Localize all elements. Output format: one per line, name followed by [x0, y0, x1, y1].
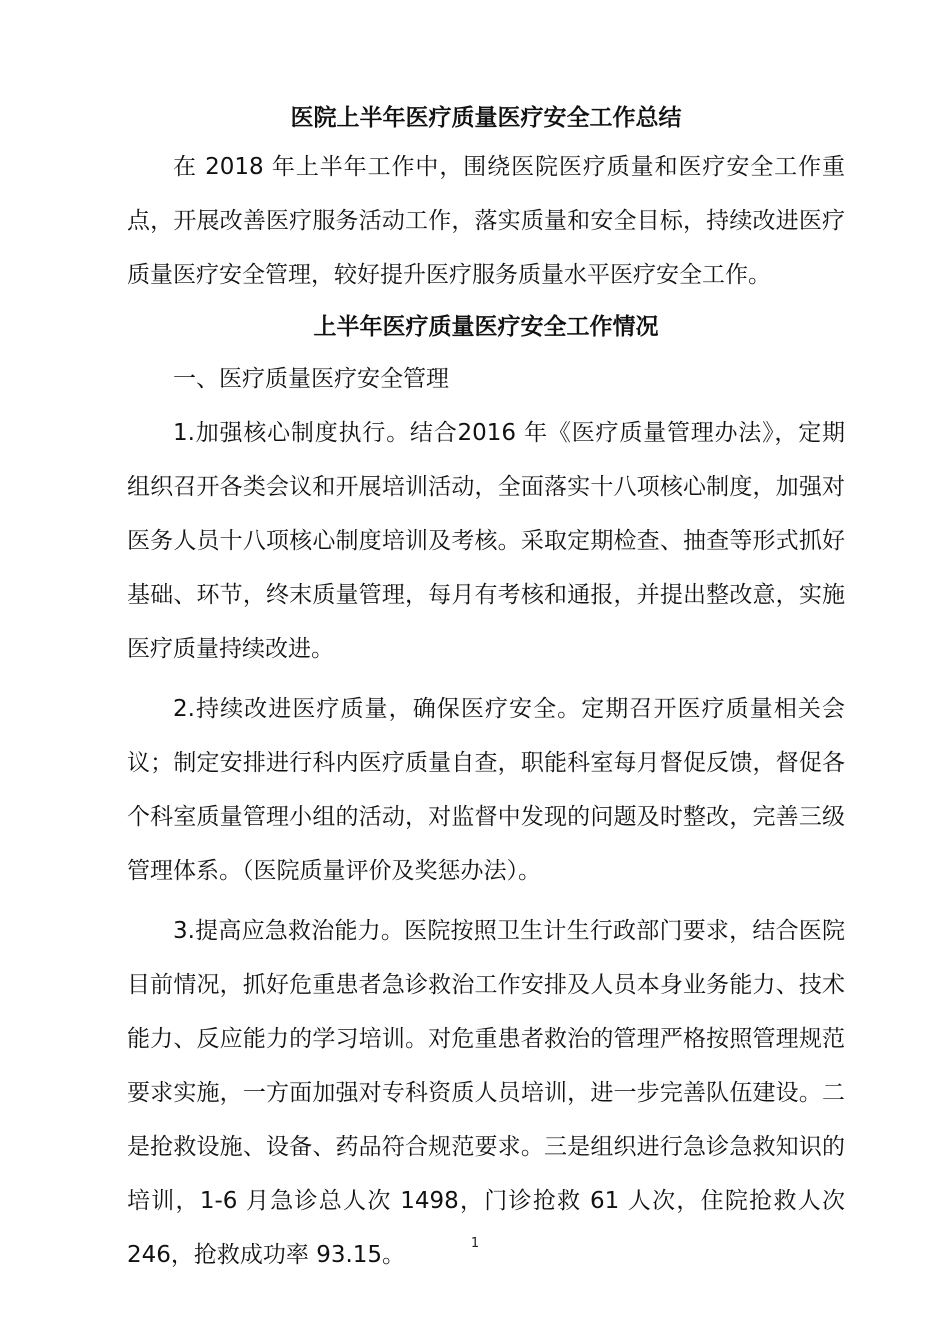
- paragraph-quality-improvement: 2.持续改进医疗质量，确保医疗安全。定期召开医疗质量相关会议；制定安排进行科内医疗质量自查，职能科室每月督促反馈，督促各个科室质量管理小组的活动，对监督中发现的问题及时整改，完善三级管理体系。（医院质量评价及奖惩办法）。: [127, 696, 845, 884]
- paragraph-core-systems: 1.加强核心制度执行。结合2016 年《医疗质量管理办法》，定期组织召开各类会议和开展培训活动，全面落实十八项核心制度，加强对医务人员十八项核心制度培训及考核。采取定期检查、抽查等形式抓好基础、环节，终末质量管理，每月有考核和通报，并提出整改意，实施医疗质量持续改进。: [127, 420, 845, 662]
- paragraph-emergency-capacity: 3.提高应急救治能力。医院按照卫生计生行政部门要求，结合医院目前情况，抓好危重患者急诊救治工作安排及人员本身业务能力、技术能力、反应能力的学习培训。对危重患者救治的管理严格按照管理规范要求实施，一方面加强对专科资质人员培训，进一步完善队伍建设。二是抢救设施、设备、药品符合规范要求。三是组织进行急诊急救知识的培训，1-6 月急诊总人次 1498，门诊抢救 61 人次，住院抢救人次 246，抢救成功率 93.15。: [127, 918, 845, 1268]
- section-heading: 上半年医疗质量医疗安全工作情况: [313, 314, 659, 340]
- document-body: [127, 96, 845, 1282]
- subsection-heading: 一、医疗质量医疗安全管理: [173, 366, 449, 392]
- intro-paragraph: 在 2018 年上半年工作中，围绕医院医疗质量和医疗安全工作重点，开展改善医疗服务活动工作，落实质量和安全目标，持续改进医疗质量医疗安全管理，较好提升医疗服务质量水平医疗安全工作。: [127, 154, 845, 288]
- document-title: 医院上半年医疗质量医疗安全工作总结: [290, 105, 682, 131]
- page-number: 1: [470, 1236, 480, 1251]
